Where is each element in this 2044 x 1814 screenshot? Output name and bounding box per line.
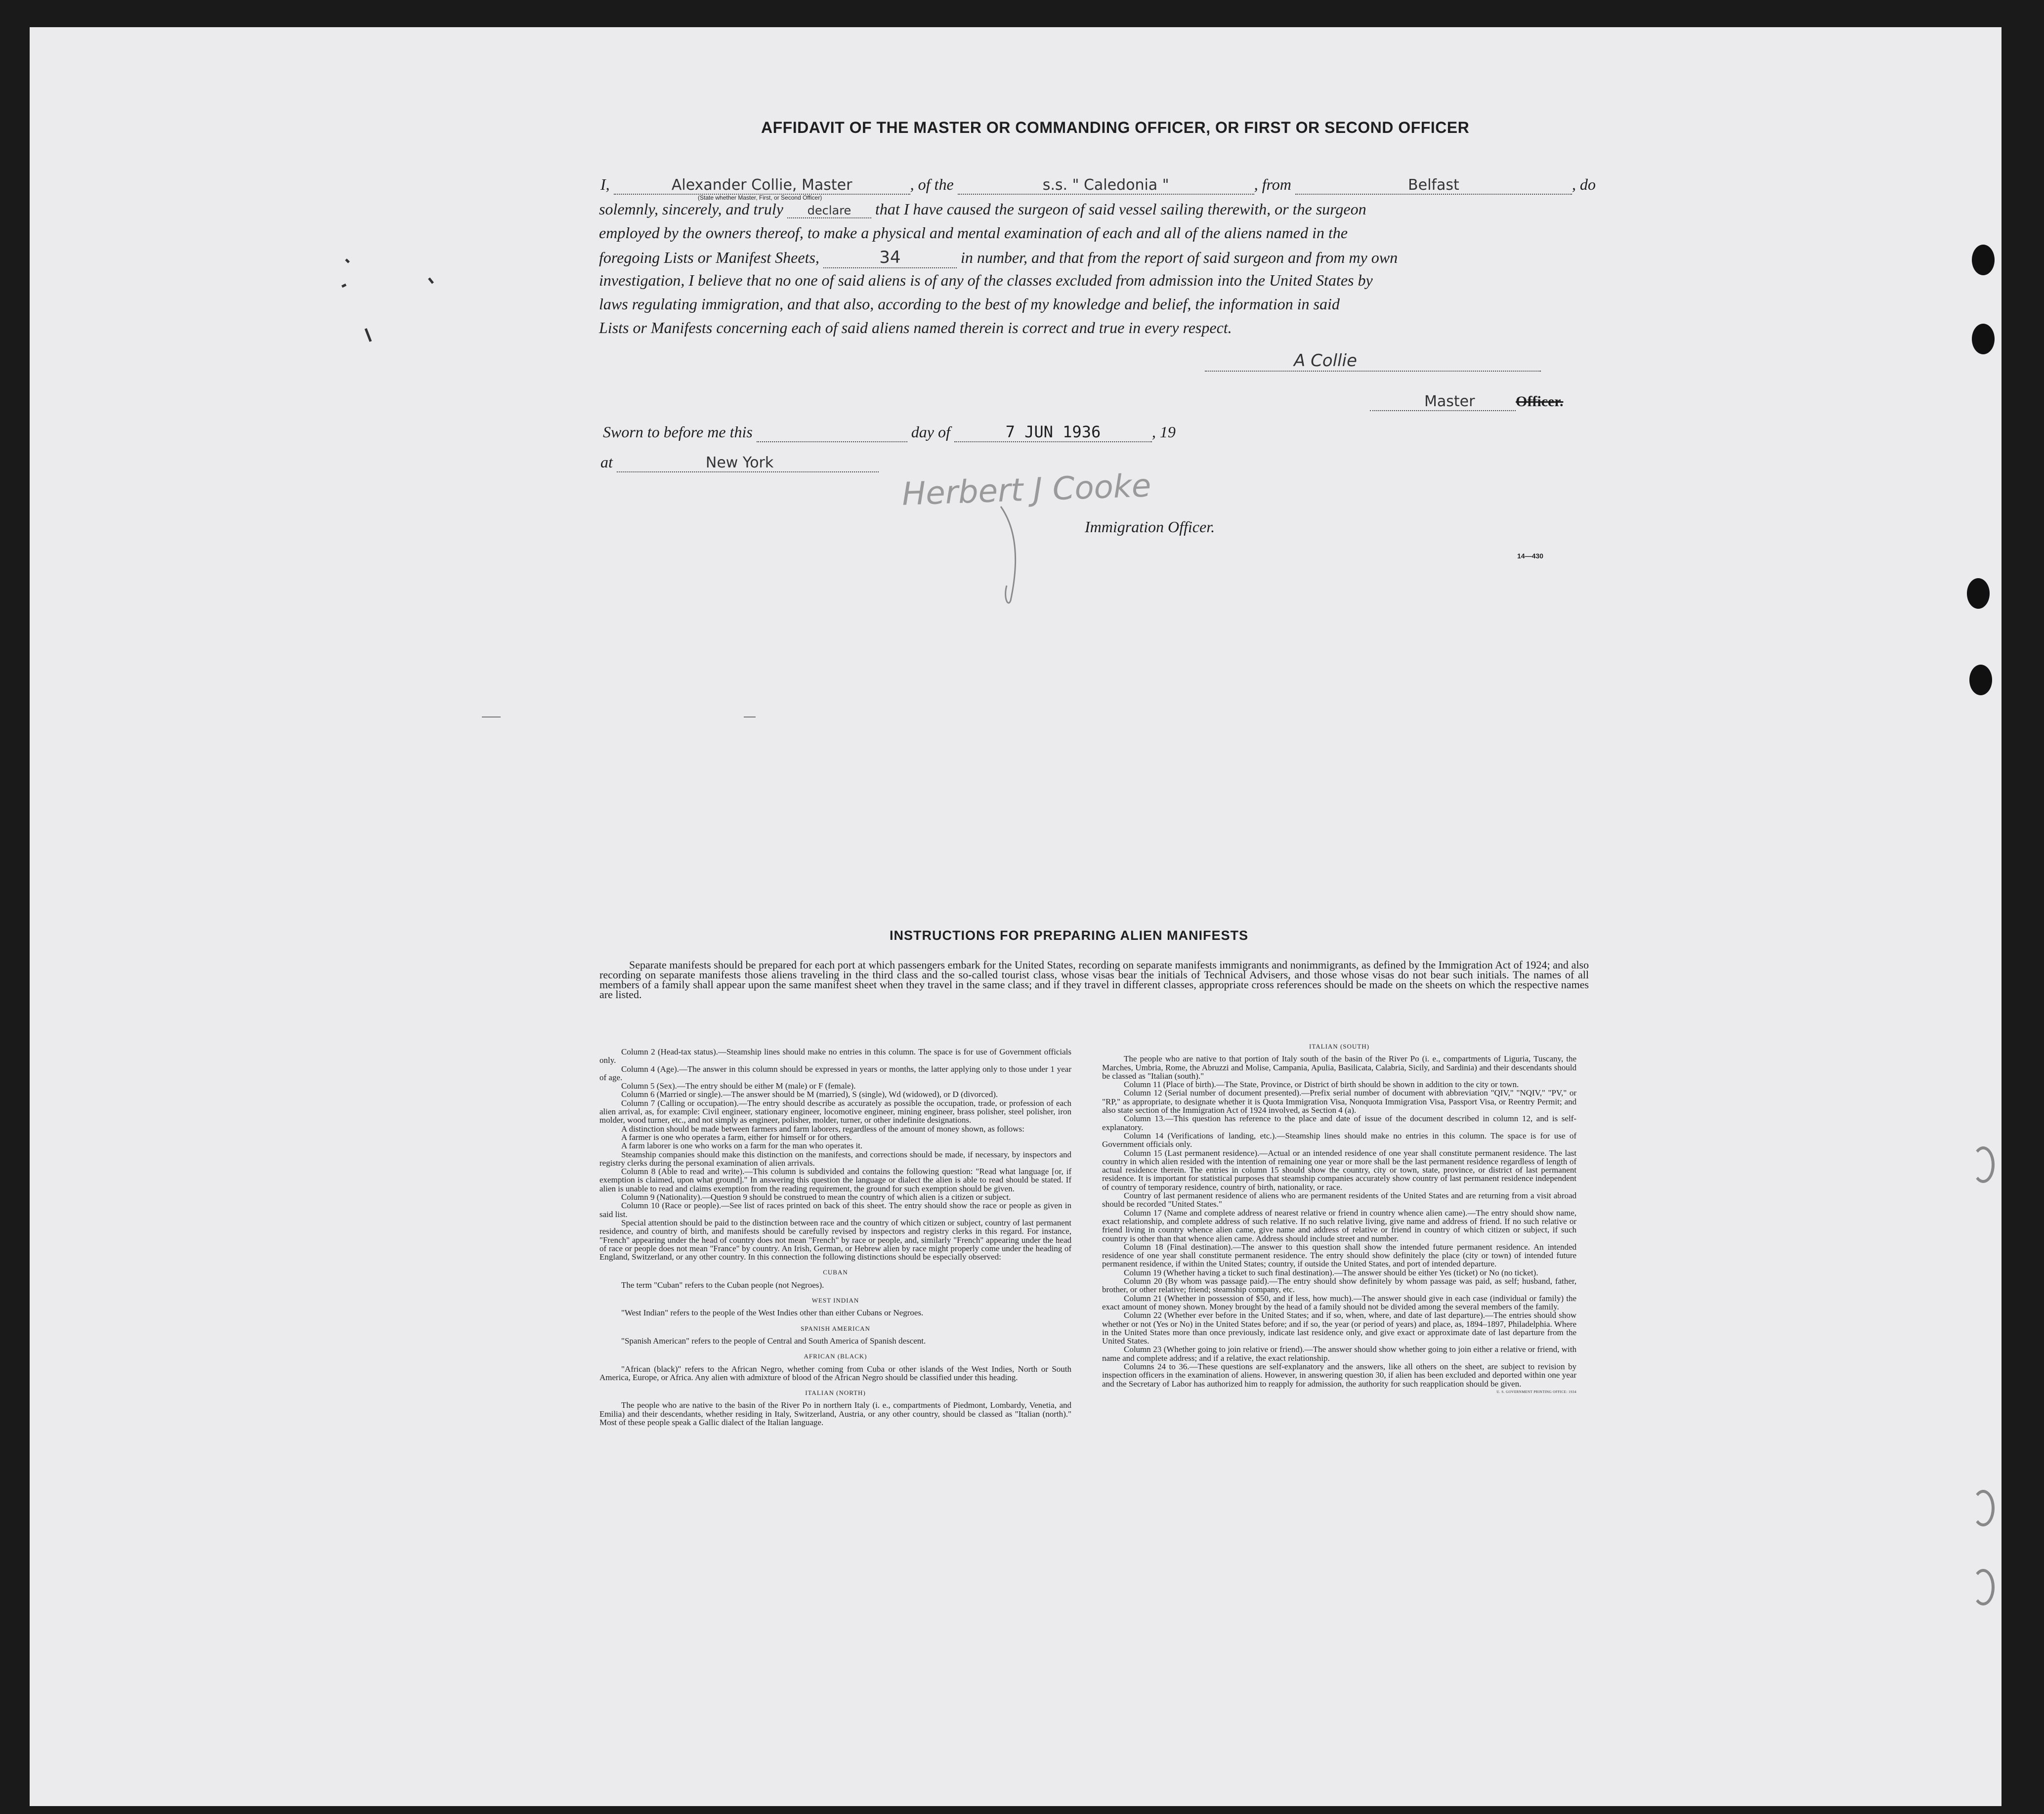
- binder-hole: [1972, 245, 1995, 275]
- instruction-paragraph: The people who are native to the basin of the River Po in northern Italy (i. e., compartments of Piedmont, Lombardy, Venetia, and Emilia) and their descendants, whether residing in Italy, Switzerland, Austria, or any other country, should be classed as "Italian (north)." Most of these people speak a Gallic dialect of the Italian language.: [599, 1400, 1071, 1427]
- master-signature-line: [1205, 351, 1541, 372]
- instruction-paragraph: Column 6 (Married or single).—The answer should be M (married), S (single), Wd (widowed), or D (divorced).: [621, 1090, 998, 1099]
- binder-hole: [1967, 578, 1990, 609]
- section-heading: SPANISH AMERICAN: [801, 1324, 870, 1332]
- instruction-paragraph: The people who are native to that portion of Italy south of the basin of the River Po (i. e., compartments of Liguria, Tuscany, the Marches, Umbria, Rome, the Abruzzi and Molise, Campania, Apulia, Basilicata, Calabria, Sicily, and Sardinia) and their descendants should be classed as "Italian (south).": [1102, 1054, 1576, 1081]
- instruction-paragraph: Country of last permanent residence of aliens who are permanent residents of the United States and are returning from a visit abroad should be recorded "United States.": [1102, 1191, 1576, 1209]
- rank-field: Master: [1370, 393, 1516, 411]
- affidavit-line-3: employed by the owners thereof, to make a physical and mental examination of each and all of the aliens named in the: [599, 224, 1348, 242]
- instruction-paragraph: Column 8 (Able to read and write).—This column is subdivided and contains the following question: "Read what language [or, if exemption is claimed, upon what ground]." In answering this question the language or dialect the alien is able to read should be stated. If alien is unable to read and claims exemption from the reading requirement, the ground for such exemption should be given.: [599, 1167, 1071, 1193]
- instruction-paragraph: Column 11 (Place of birth).—The State, Province, or District of birth should be shown in addition to the city or town.: [1124, 1080, 1519, 1090]
- officer-name-field: Alexander Collie, Master: [614, 176, 910, 195]
- instruction-paragraph: Columns 24 to 36.—These questions are self-explanatory and the answers, like all others on the sheet, are subject to revision by inspection officers in the examination of aliens. However, in answering question 30, if alien has been excluded and deported within one year and the Secretary of Labor has authorized him to reapply for admission, the authority for such reapplication should be given.: [1102, 1361, 1576, 1389]
- departure-port-field: Belfast: [1295, 176, 1572, 195]
- instruction-paragraph: Column 10 (Race or people).—See list of races printed on back of this sheet. The entry should show the race or people as given in said list.: [599, 1201, 1071, 1219]
- instruction-paragraph: Column 20 (By whom was passage paid).—The entry should show definitely by whom passage was paid, as self; husband, father, brother, or other relative; friend; steamship company, etc.: [1102, 1276, 1576, 1295]
- instruction-paragraph: The term "Cuban" refers to the Cuban people (not Negroes).: [621, 1280, 824, 1290]
- sworn-place-line: at New York: [600, 453, 879, 472]
- instruction-paragraph: Column 18 (Final destination).—The answer to this question shall show the intended future permanent residence. An intended residence of one year shall constitute permanent residence. The entry should show definitely the place (city or town) of intended future permanent residence, if within the United States; country, if outside the United States, and port of intended departure.: [1102, 1242, 1576, 1269]
- instruction-paragraph: Column 13.—This question has reference to the place and date of issue of the document described in column 12, and is self-explanatory.: [1102, 1114, 1576, 1132]
- instruction-paragraph: Column 23 (Whether going to join relative or friend).—The answer should show whether going to join either a relative or friend, with name and complete address; and if a relative, the exact relationship.: [1102, 1345, 1576, 1363]
- instruction-paragraph: A farmer is one who operates a farm, either for himself or for others.: [621, 1132, 852, 1142]
- margin-marks: [316, 235, 474, 373]
- sworn-line: Sworn to before me this day of 7 JUN 1936 , 19: [603, 422, 1176, 441]
- instruction-paragraph: "African (black)" refers to the African Negro, whether coming from Cuba or other islands of the West Indies, North or South America, Europe, or Africa. Any alien with admixture of blood of the African Negro should be classified under this heading.: [599, 1364, 1071, 1382]
- instruction-paragraph: Steamship companies should make this distinction on the manifests, and corrections should be made, if necessary, by inspectors and registry clerks during the personal examination of alien arrivals.: [599, 1149, 1071, 1168]
- instruction-paragraph: Column 19 (Whether having a ticket to such final destination).—The answer should be either Yes (ticket) or No (no ticket).: [1124, 1267, 1538, 1277]
- instructions-title: INSTRUCTIONS FOR PREPARING ALIEN MANIFESTS: [890, 928, 1249, 943]
- instruction-paragraph: Column 4 (Age).—The answer in this column should be expressed in years or months, the latter applying only to those under 1 year of age.: [599, 1064, 1071, 1082]
- binder-ring-mark: [1972, 1146, 1995, 1183]
- binder-hole: [1972, 324, 1995, 354]
- immigration-officer-label: Immigration Officer.: [1085, 518, 1215, 536]
- instructions-right-column: [1102, 1035, 1576, 1396]
- instruction-paragraph: Column 7 (Calling or occupation).—The entry should describe as accurately as possible the occupation, trade, or profession of each alien arrival, as, for example: Civil engineer, stationary engineer, locomotive engineer, mining engineer, brass polisher, steel polisher, iron molder, wood turner, etc., and not simply as engineer, polisher, molder, turner, or other indefinite designations.: [599, 1098, 1071, 1125]
- section-heading: AFRICAN (BLACK): [804, 1352, 867, 1360]
- instruction-paragraph: Special attention should be paid to the distinction between race and the country of which citizen or subject, country of last permanent residence, and country of birth, and manifests should be carefully revised by inspectors and registry clerks in this regard. For instance, "French" appearing under the head of country does not mean "French" by race or people, and, similarly "French" appearing under the head of race or people does not mean "France" by country. An Irish, German, or Hebrew alien by race might properly come under the heading of England, Switzerland, or any other country. In this connection the following distinctions should be especially observed:: [599, 1218, 1071, 1262]
- instruction-paragraph: Column 21 (Whether in possession of $50, and if less, how much).—The answer should give in each case (individual or family) the exact amount of money shown. Money brought by the head of a family should not be divided among the several members of the family.: [1102, 1293, 1576, 1311]
- sworn-day-field: [757, 423, 907, 442]
- affidavit-line-2: solemnly, sincerely, and truly declare that I have caused the surgeon of said vessel sailing therewith, or the surgeon: [599, 200, 1366, 218]
- affidavit-line-1: I, Alexander Collie, Master , of the s.s. " Caledonia " , from Belfast , do: [600, 175, 1596, 194]
- binder-hole: [1969, 665, 1992, 695]
- instruction-paragraph: A farm laborer is one who works on a farm for the man who operates it.: [621, 1141, 863, 1151]
- binder-ring-mark: [1972, 1490, 1995, 1526]
- declare-field: declare: [787, 204, 871, 218]
- binder-ring-mark: [1972, 1569, 1995, 1605]
- instruction-paragraph: Column 15 (Last permanent residence).—Actual or an intended residence of one year shall constitute permanent residence. The last country in which alien resided with the intention of remaining one year or more shall be the last permanent residence regardless of length of actual residence therein. The entries in column 15 should show the country, city or town, state, province, or district of last permanent residence. It is important for statistical purposes that steamship companies accurately show country of last permanent residence independent of country of temporary residence, country of birth, nationality, or race.: [1102, 1148, 1576, 1192]
- section-heading: ITALIAN (NORTH): [805, 1389, 866, 1397]
- immigration-officer-signature: Herbert J Cooke: [901, 467, 1152, 513]
- instruction-paragraph: Column 5 (Sex).—The entry should be either M (male) or F (female).: [621, 1081, 856, 1091]
- manifest-sheets-count-field: 34: [823, 248, 957, 268]
- rank-line: [1370, 392, 1563, 411]
- instruction-paragraph: "Spanish American" refers to the people of Central and South America of Spanish descent.: [621, 1336, 926, 1346]
- section-heading: CUBAN: [823, 1268, 848, 1276]
- affidavit-line-6: laws regulating immigration, and that also, according to the best of my knowledge and belief, the information in said: [599, 295, 1340, 313]
- section-heading: WEST INDIAN: [811, 1297, 859, 1305]
- instructions-left-column: [599, 1048, 1071, 1427]
- affidavit-line-4: foregoing Lists or Manifest Sheets, 34 in number, and that from the report of said surgeon and from my own: [599, 248, 1398, 267]
- sworn-place-field: New York: [617, 454, 879, 472]
- manifest-sheet: [30, 27, 2001, 1806]
- instruction-paragraph: Column 12 (Serial number of document presented).—Prefix serial number of document with abbreviation "QIV," "NQIV," "PV," or "RP," as appropriate, to designate whether it is Quota Immigration Visa, Nonquota Immigration Visa, Passport Visa, or Reentry Permit; and also state section of the Immigration Act of 1924 involved, as Section 4 (a).: [1102, 1088, 1576, 1115]
- instruction-paragraph: Column 14 (Verifications of landing, etc.).—Steamship lines should make no entries in this column. The space is for use of Government officials only.: [1102, 1131, 1576, 1149]
- vessel-name-field: s.s. " Caledonia ": [958, 176, 1254, 195]
- instruction-paragraph: Column 22 (Whether ever before in the United States; and if so, when, where, and date of last departure).—The entries should show whether or not (Yes or No) in the United States before; and if so, the year (or period of years) and place, as, 1894–1897, Philadelphia. Where in the United States more than once previously, indicate last residence only, and give exact or approximate date of last departure from the United States.: [1102, 1310, 1576, 1346]
- instructions-intro: Separate manifests should be prepared for each port at which passengers embark for the United States, recording on separate manifests immigrants and nonimmigrants, as defined by the Immigration Act of 1924; and also recording on separate manifests those aliens traveling in the third class and the so-called tourist class, whose visas bear the initials of Technical Advisers, and those whose visas do not bear such initials. The names of all members of a family shall appear upon the same manifest sheet when they travel in the same class; and if they travel in different classes, appropriate cross references should be made on the sheets on which the respective names are listed.: [599, 959, 1589, 1001]
- sworn-date-stamp: 7 JUN 1936: [954, 422, 1152, 442]
- instruction-paragraph: Column 2 (Head-tax status).—Steamship lines should make no entries in this column. The space is for use of Government officials only.: [599, 1047, 1071, 1065]
- form-number: 14—430: [1517, 552, 1543, 560]
- affidavit-title: AFFIDAVIT OF THE MASTER OR COMMANDING OFFICER, OR FIRST OR SECOND OFFICER: [761, 119, 1470, 136]
- officer-label: Officer.: [1516, 393, 1564, 410]
- signature-flourish: [981, 502, 1035, 610]
- printing-office-note: U. S. GOVERNMENT PRINTING OFFICE: 1934: [1496, 1390, 1576, 1394]
- master-signature: A Collie: [1205, 351, 1541, 372]
- instruction-paragraph: "West Indian" refers to the people of the West Indies other than either Cubans or Negroes.: [621, 1308, 924, 1318]
- instruction-paragraph: Column 9 (Nationality).—Question 9 should be construed to mean the country of which alien is a citizen or subject.: [621, 1192, 1011, 1202]
- affidavit-line-7: Lists or Manifests concerning each of said aliens named therein is correct and true in every respect.: [599, 319, 1232, 337]
- affidavit-line-5: investigation, I believe that no one of said aliens is of any of the classes excluded from admission into the United States by: [599, 271, 1373, 289]
- state-note: (State whether Master, First, or Second Officer): [698, 194, 822, 201]
- instruction-paragraph: A distinction should be made between farmers and farm laborers, regardless of the amount of money shown, as follows:: [621, 1124, 1024, 1134]
- section-heading: ITALIAN (SOUTH): [1309, 1043, 1369, 1050]
- instruction-paragraph: Column 17 (Name and complete address of nearest relative or friend in country whence alien came).—The entry should show name, exact relationship, and complete address of such relative. If no such relative living, give name and address of friend. If no such relative or friend living in country whence alien came, give name and address of relative or friend in country of which citizen or subject, if such country is other than that whence alien came. Address should include street and number.: [1102, 1208, 1576, 1243]
